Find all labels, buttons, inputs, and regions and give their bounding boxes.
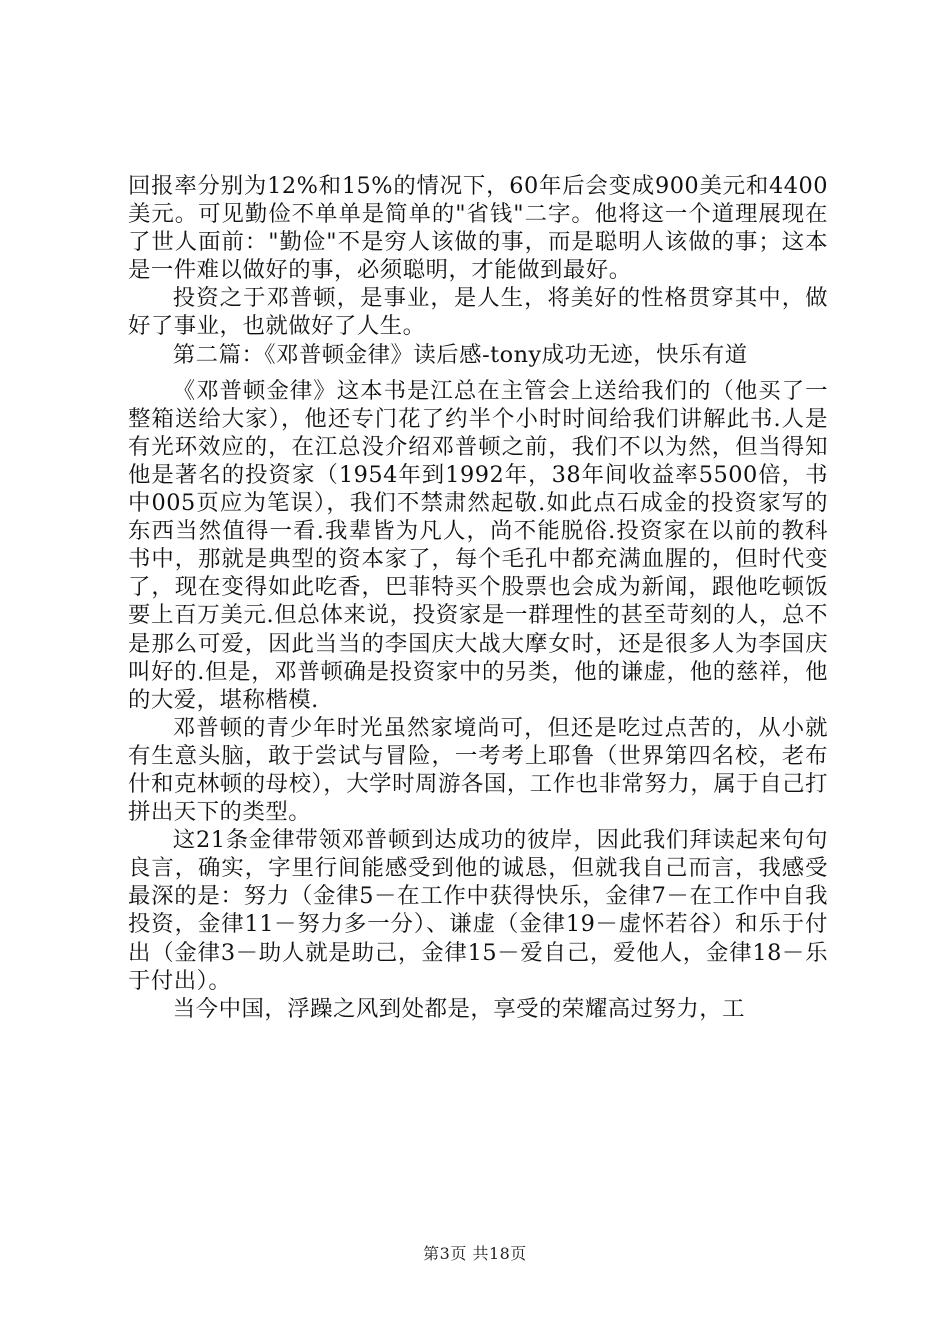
paragraph-golden-rules: 这21条金律带领邓普顿到达成功的彼岸，因此我们拜读起来句句良言，确实，字里行间能感受到他的诚恳，但就我自己而言，我感受最深的是：努力（金律5－在工作中获得快乐，金律7－在工作中自我投资，金律11－努力多一分）、谦虚（金律19－虚怀若谷）和乐于付出（金律3－助人就是助己，金律15－爱自己，爱他人，金律18－乐于付出）。 (128, 827, 828, 994)
paragraph-book-intro: 《邓普顿金律》这本书是江总在主管会上送给我们的（他买了一整箱送给大家），他还专门花了约半个小时时间给我们讲解此书.人是有光环效应的，在江总没介绍邓普顿之前，我们不以为然，但当得知他是著名的投资家（1954年到1992年，38年间收益率5500倍，书中005页应为笔误），我们不禁肃然起敬.如此点石成金的投资家写的东西当然值得一看.我辈皆为凡人，尚不能脱俗.投资家在以前的教科书中，那就是典型的资本家了，每个毛孔中都充满血腥的，但时代变了，现在变得如此吃香，巴菲特买个股票也会成为新闻，跟他吃顿饭要上百万美元.但总体来说，投资家是一群理性的甚至苛刻的人，总不是那么可爱，因此当当的李国庆大战大摩女时，还是很多人为李国庆叫好的.但是，邓普顿确是投资家中的另类，他的谦虚，他的慈祥，他的大爱，堪称楷模. (128, 377, 828, 713)
paragraph-continuation: 回报率分别为12%和15%的情况下，60年后会变成900美元和4400美元。可见勤俭不单单是简单的"省钱"二字。他将这一个道理展现在了世人面前："勤俭"不是穷人该做的事，而是聪明人该做的事；这本是一件难以做好的事，必须聪明，才能做到最好。 (128, 173, 828, 284)
paragraph-investment-summary: 投资之于邓普顿，是事业，是人生，将美好的性格贯穿其中，做好了事业，也就做好了人生。 (128, 285, 828, 340)
section-gap (128, 369, 828, 377)
document-body (128, 172, 828, 1023)
paragraph-china-today: 当今中国，浮躁之风到处都是，享受的荣耀高过努力，工 (172, 995, 746, 1022)
section-heading: 第二篇：《邓普顿金律》读后感-tony成功无迹，快乐有道 (172, 341, 748, 368)
page-number-footer: 第3页 共18页 (423, 1244, 527, 1263)
paragraph-youth: 邓普顿的青少年时光虽然家境尚可，但还是吃过点苦的，从小就有生意头脑，敢于尝试与冒险，一考考上耶鲁（世界第四名校，老布什和克林顿的母校），大学时周游各国，工作也非常努力，属于自己打拼出天下的类型。 (128, 714, 828, 826)
